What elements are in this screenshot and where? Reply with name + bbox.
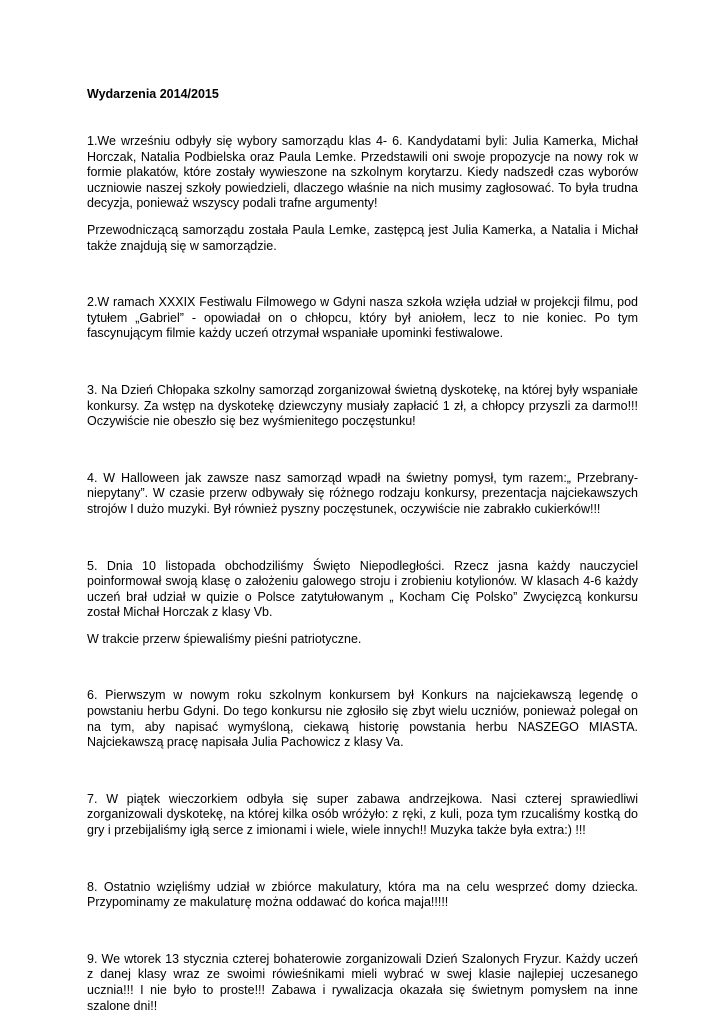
paragraph-3: 3. Na Dzień Chłopaka szkolny samorząd zorganizował świetną dyskotekę, na której były wspaniałe konkursy. Za wstęp na dyskotekę dziewczyny musiały zapłacić 1 zł, a chłopcy przyszli za darmo!!! Oczywiście nie obeszło się bez wyśmienitego poczęstunku! [87, 382, 638, 429]
paragraph-9: 9. We wtorek 13 stycznia czterej bohaterowie zorganizowali Dzień Szalonych Fryzur. Każdy uczeń z danej klasy wraz ze swoimi rówieśnikami mieli wybrać w swej klasie najlepiej uczesanego ucznia!!! I nie było to proste!!! Zabawa i rywalizacja okazała się świetnym pomysłem na inne szalone dni!! [87, 951, 638, 1013]
document-title: Wydarzenia 2014/2015 [87, 87, 219, 101]
document-page [87, 86, 638, 1014]
paragraph-8: 8. Ostatnio wzięliśmy udział w zbiórce makulatury, która ma na celu wesprzeć domy dziecka. Przypominamy ze makulaturę można oddawać do końca maja!!!!! [87, 879, 638, 910]
paragraph-6: 6. Pierwszym w nowym roku szkolnym konkursem był Konkurs na najciekawszą legendę o powstaniu herbu Gdyni. Do tego konkursu nie zgłosiło się zbyt wielu uczniów, ponieważ polegał on na tym, aby napisać wymyśloną, ciekawą historię powstania herbu NASZEGO MIASTA. Najciekawszą pracę napisała Julia Pachowicz z klasy Va. [87, 688, 638, 750]
paragraph-5-continued: W trakcie przerw śpiewaliśmy pieśni patriotyczne. [87, 631, 362, 646]
paragraph-7: 7. W piątek wieczorkiem odbyła się super zabawa andrzejkowa. Nasi czterej sprawiedliwi zorganizowali dyskotekę, na której kilka osób wróżyło: z ręki, z kuli, poza tym rzucaliśmy kostką do gry i przebijaliśmy igłą serce z imionami i wiele, wiele innych!! Muzyka także była extra:) !!! [87, 791, 638, 838]
paragraph-4: 4. W Halloween jak zawsze nasz samorząd wpadł na świetny pomysł, tym razem:„ Przebrany-niepytany”. W czasie przerw odbywały się różnego rodzaju konkursy, prezentacja najciekawszych strojów I dużo muzyki. Był również pyszny poczęstunek, oczywiście nie zabrakło cukierków!!! [87, 470, 638, 516]
paragraph-5: 5. Dnia 10 listopada obchodziliśmy Święto Niepodległości. Rzecz jasna każdy nauczyciel poinformował swoją klasę o założeniu galowego stroju i zrobieniu kotylionów. W klasach 4-6 każdy uczeń brał udział w quizie o Polsce zatytułowanym „ Kocham Cię Polsko” Zwycięzcą konkursu został Michał Horczak z klasy Vb. [87, 558, 638, 620]
paragraph-1-continued: Przewodniczącą samorządu została Paula Lemke, zastępcą jest Julia Kamerka, a Natalia i Michał także znajdują się w samorządzie. [87, 222, 638, 253]
paragraph-2: 2.W ramach XXXIX Festiwalu Filmowego w Gdyni nasza szkoła wzięła udział w projekcji filmu, pod tytułem „Gabriel” - opowiadał on o chłopcu, który był aniołem, lecz to nie koniec. Po tym fascynującym filmie każdy uczeń otrzymał wspaniałe upominki festiwalowe. [87, 295, 638, 341]
paragraph-1: 1.We wrześniu odbyły się wybory samorządu klas 4- 6. Kandydatami byli: Julia Kamerka, Michał Horczak, Natalia Podbielska oraz Paula Lemke. Przedstawili oni swoje propozycje na nowy rok w formie plakatów, które zostały wywieszone na szkolnym korytarzu. Kiedy nadszedł czas wyborów uczniowie naszej szkoły powiedzieli, dlaczego właśnie na nich musimy zagłosować. To była trudna decyzja, ponieważ wszyscy podali trafne argumenty! [87, 134, 638, 211]
